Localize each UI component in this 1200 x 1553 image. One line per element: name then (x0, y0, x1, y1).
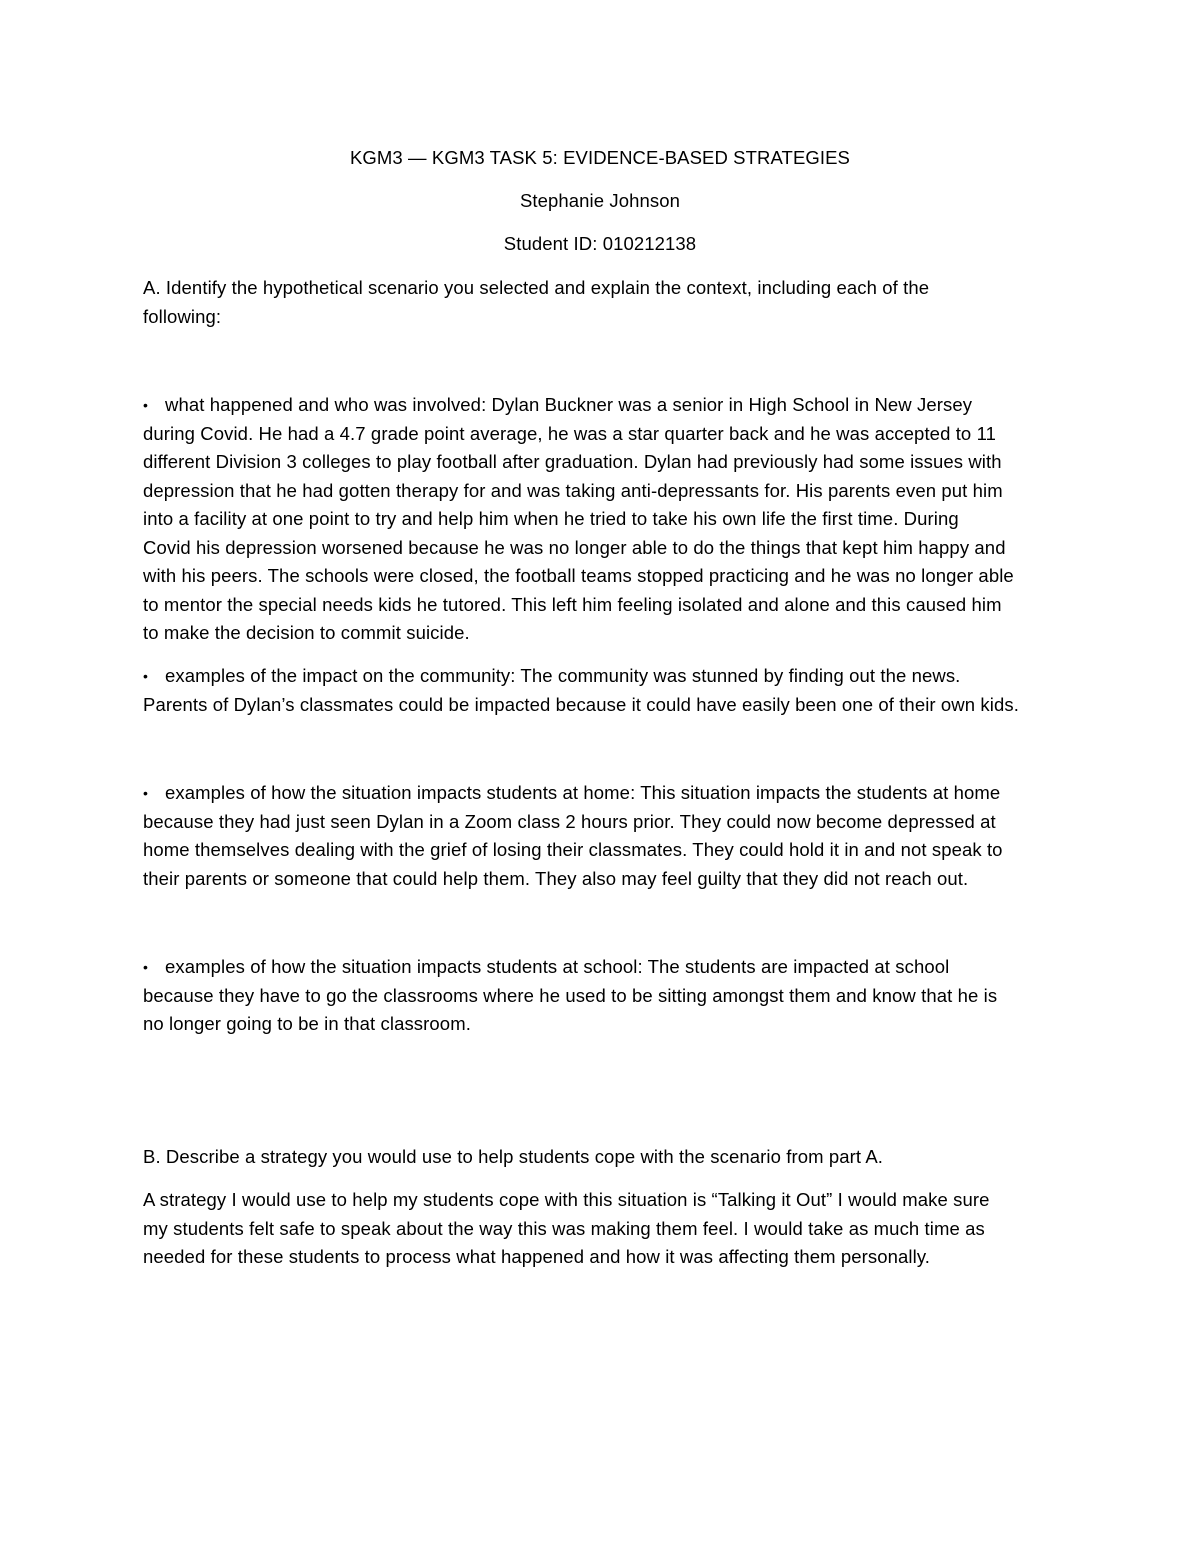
section-b-answer-line: my students felt safe to speak about the way this was making them feel. I would take as much time as (143, 1218, 985, 1239)
author-name: Stephanie Johnson (519, 190, 681, 211)
bullet-what-happened-line: Covid his depression worsened because he was no longer able to do the things that kept him happy and (143, 537, 1006, 558)
bullet-home-impact-line: because they had just seen Dylan in a Zoom class 2 hours prior. They could now become depressed at (143, 811, 996, 832)
bullet-dot-icon: • (143, 397, 149, 413)
bullet-what-happened-line: with his peers. The schools were closed, the football teams stopped practicing and he was no longer able (143, 565, 1014, 586)
bullet-what-happened-line: • what happened and who was involved: Dylan Buckner was a senior in High School in New Jersey (143, 394, 973, 415)
bullet-dot-icon: • (143, 668, 149, 684)
bullet-school-impact-line: no longer going to be in that classroom. (143, 1013, 471, 1034)
document-title: KGM3 — KGM3 TASK 5: EVIDENCE-BASED STRATEGIES (349, 147, 850, 168)
section-a-prompt-line: following: (143, 306, 222, 327)
section-a-prompt-line: A. Identify the hypothetical scenario you selected and explain the context, including each of the (143, 277, 930, 298)
bullet-what-happened-line: to mentor the special needs kids he tutored. This left him feeling isolated and alone and this caused him (143, 594, 1002, 615)
bullet-what-happened-line: into a facility at one point to try and help him when he tried to take his own life the first time. During (143, 508, 959, 529)
bullet-community-impact-line: Parents of Dylan’s classmates could be impacted because it could have easily been one of their own kids. (143, 694, 1019, 715)
bullet-dot-icon: • (143, 959, 149, 975)
bullet-home-impact-line: home themselves dealing with the grief of losing their classmates. They could hold it in and not speak to (143, 839, 1003, 860)
bullet-what-happened-line: depression that he had gotten therapy for and was taking anti-depressants for. His parents even put him (143, 480, 1003, 501)
bullet-home-impact-line: • examples of how the situation impacts students at home: This situation impacts the students at home (143, 782, 1001, 803)
section-b-answer-line: needed for these students to process what happened and how it was affecting them personally. (143, 1246, 931, 1267)
bullet-school-impact-line: • examples of how the situation impacts students at school: The students are impacted at school (143, 956, 950, 977)
student-id: Student ID: 010212138 (503, 233, 697, 254)
bullet-what-happened-line: to make the decision to commit suicide. (143, 622, 470, 643)
bullet-what-happened-line: different Division 3 colleges to play football after graduation. Dylan had previously had some issues with (143, 451, 1002, 472)
bullet-community-impact-line: • examples of the impact on the community: The community was stunned by finding out the news. (143, 665, 961, 686)
bullet-school-impact-line: because they have to go the classrooms where he used to be sitting amongst them and know that he is (143, 985, 998, 1006)
bullet-dot-icon: • (143, 785, 149, 801)
bullet-what-happened-line: during Covid. He had a 4.7 grade point average, he was a star quarter back and he was accepted to 11 (143, 423, 996, 444)
section-b-prompt: B. Describe a strategy you would use to help students cope with the scenario from part A. (143, 1146, 884, 1167)
bullet-home-impact-line: their parents or someone that could help them. They also may feel guilty that they did not reach out. (143, 868, 969, 889)
section-b-answer-line: A strategy I would use to help my students cope with this situation is “Talking it Out” I would make sure (143, 1189, 990, 1210)
